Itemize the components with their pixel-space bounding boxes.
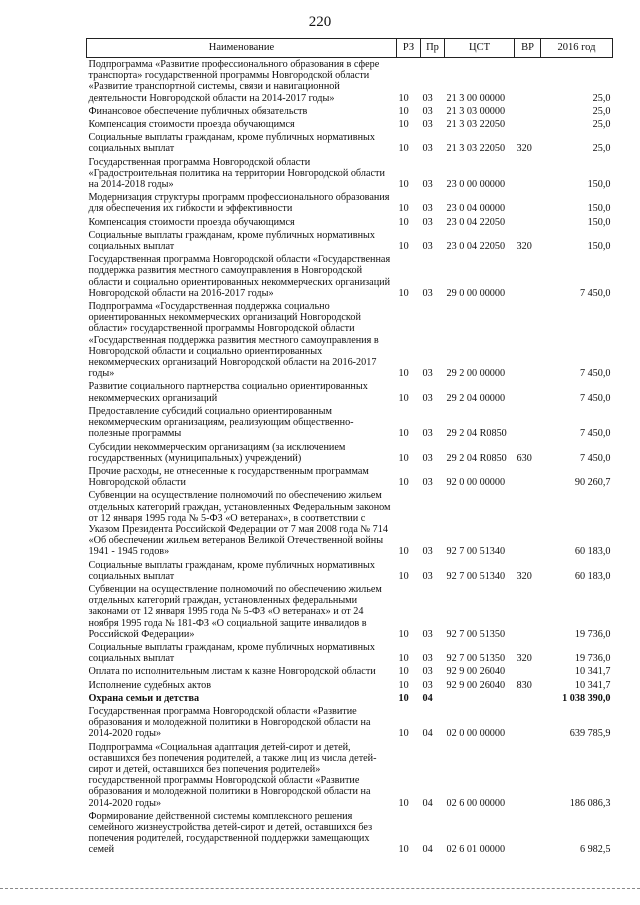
table-body bbox=[87, 58, 613, 857]
table-row bbox=[87, 380, 613, 404]
cell-name: Финансовое обеспечение публичных обязательств bbox=[88, 105, 308, 117]
cell-sum: 60 183,0 bbox=[574, 546, 611, 558]
cell-cst: 29 2 04 R0850 bbox=[446, 428, 507, 440]
cell-rz: 10 bbox=[398, 797, 409, 809]
cell-sum: 150,0 bbox=[587, 203, 611, 215]
table-row bbox=[87, 810, 613, 857]
cell-pr: 03 bbox=[422, 92, 433, 104]
cell-name: Оплата по исполнительным листам к казне Новгородской области bbox=[88, 666, 376, 678]
cell-vr bbox=[515, 300, 541, 380]
cell-rz: 10 bbox=[398, 241, 409, 253]
cell-sum: 90 260,7 bbox=[574, 477, 611, 489]
cell-rz: 10 bbox=[398, 143, 409, 155]
page-number: 220 bbox=[308, 14, 332, 30]
cell-name: Субвенции на осуществление полномочий по обеспечению жильем отдельных категорий граждан, установленных федеральными законами от 12 января 1995 года № 5-ФЗ «О ветеранах» и от 24 ноября 1995 года № 181-ФЗ «О социальной защите инвалидов в Российской Федерации» bbox=[88, 583, 382, 640]
cell-pr: 03 bbox=[422, 105, 433, 117]
cell-sum: 7 450,0 bbox=[579, 452, 611, 464]
cell-pr: 04 bbox=[422, 797, 433, 809]
cell-rz: 10 bbox=[398, 216, 409, 228]
cell-name: Подпрограмма «Социальная адаптация детей-сирот и детей, оставшихся без попечения родителей, а также лиц из числа детей-сирот и детей, оставшихся без попечения родителей» государственной программы Новгородской области «Развитие образования и молодежной политики в Новгородской области на 2014-2020 годы» bbox=[88, 741, 377, 809]
table-row bbox=[87, 300, 613, 380]
cell-pr: 03 bbox=[422, 666, 433, 678]
cell-name: Охрана семьи и детства bbox=[88, 692, 200, 704]
cell-sum: 25,0 bbox=[592, 119, 611, 131]
table-row bbox=[87, 441, 613, 465]
cell-cst: 29 0 00 00000 bbox=[446, 287, 506, 299]
cell-cst: 23 0 04 22050 bbox=[446, 241, 506, 253]
cell-rz: 10 bbox=[398, 368, 409, 380]
cell-cst: 23 0 04 22050 bbox=[446, 216, 506, 228]
cell-pr: 04 bbox=[422, 844, 433, 856]
cell-rz: 10 bbox=[398, 179, 409, 191]
header-pr: Пр bbox=[421, 39, 445, 58]
cell-rz: 10 bbox=[398, 666, 409, 678]
cell-sum: 7 450,0 bbox=[579, 368, 611, 380]
cell-cst: 23 0 00 00000 bbox=[446, 179, 506, 191]
cell-sum: 186 086,3 bbox=[569, 797, 611, 809]
header-year: 2016 год bbox=[541, 39, 613, 58]
cell-vr bbox=[515, 253, 541, 300]
cell-sum: 150,0 bbox=[587, 216, 611, 228]
cell-vr: 320 bbox=[516, 653, 532, 665]
cell-cst: 21 3 03 22050 bbox=[446, 119, 506, 131]
header-cst: ЦСТ bbox=[445, 39, 515, 58]
cell-pr: 03 bbox=[422, 653, 433, 665]
cell-name: Государственная программа Новгородской области «Градостроительная политика на территории Новгородской области на 2014-2018 годы» bbox=[88, 156, 385, 191]
cell-cst: 02 0 00 00000 bbox=[446, 728, 506, 740]
cell-vr bbox=[515, 705, 541, 741]
cell-name: Социальные выплаты гражданам, кроме публичных нормативных социальных выплат bbox=[88, 229, 375, 253]
table-row bbox=[87, 665, 613, 678]
table-row bbox=[87, 583, 613, 641]
cell-vr: 630 bbox=[516, 452, 532, 464]
cell-rz: 10 bbox=[398, 570, 409, 582]
cell-cst: 02 6 01 00000 bbox=[446, 844, 506, 856]
cell-rz: 10 bbox=[398, 428, 409, 440]
cell-sum: 10 341,7 bbox=[574, 679, 611, 691]
cell-vr bbox=[515, 191, 541, 215]
table-row bbox=[87, 216, 613, 229]
table-row bbox=[87, 692, 613, 705]
cell-name: Предоставление субсидий социально ориентированным некоммерческим организациям, реализующим общественно-полезные программы bbox=[88, 405, 354, 440]
cell-rz: 10 bbox=[398, 844, 409, 856]
cell-cst: 02 6 00 00000 bbox=[446, 797, 506, 809]
cell-sum: 25,0 bbox=[592, 105, 611, 117]
cell-name: Субвенции на осуществление полномочий по обеспечению жильем отдельных категорий граждан, установленных Федеральным законом от 12 января 1995 года № 5-ФЗ «О ветеранах», в соответствии с Указом Президента Российской Федерации от 7 мая 2008 года № 714 «Об обеспечении жильем ветеранов Великой Отечественной войны 1941 - 1945 годов» bbox=[88, 490, 391, 558]
cell-vr bbox=[515, 741, 541, 810]
cell-pr: 03 bbox=[422, 570, 433, 582]
cell-cst: 92 7 00 51340 bbox=[446, 570, 506, 582]
cell-pr: 03 bbox=[422, 679, 433, 691]
cell-name: Подпрограмма «Развитие профессионального образования в сфере транспорта» государственной программы Новгородской области «Развитие транспортной системы, связи и навигационной деятельности Новгородской области на 2014-2017 годы» bbox=[88, 59, 380, 104]
cell-sum: 25,0 bbox=[592, 92, 611, 104]
table-row bbox=[87, 465, 613, 489]
cell-sum: 7 450,0 bbox=[579, 287, 611, 299]
cell-pr: 03 bbox=[422, 203, 433, 215]
cell-pr: 03 bbox=[422, 428, 433, 440]
cell-rz: 10 bbox=[398, 728, 409, 740]
table-row bbox=[87, 131, 613, 155]
cell-cst: 92 0 00 00000 bbox=[446, 477, 506, 489]
cell-name: Компенсация стоимости проезда обучающимся bbox=[88, 119, 295, 131]
table-row bbox=[87, 559, 613, 583]
cell-name: Развитие социального партнерства социально ориентированных некоммерческих организаций bbox=[88, 381, 368, 404]
cell-rz: 10 bbox=[398, 287, 409, 299]
table-row bbox=[87, 705, 613, 741]
cell-sum: 10 341,7 bbox=[574, 666, 611, 678]
cell-name: Исполнение судебных актов bbox=[88, 679, 212, 691]
cell-sum: 7 450,0 bbox=[579, 392, 611, 404]
cell-vr bbox=[515, 156, 541, 192]
cell-sum: 25,0 bbox=[592, 143, 611, 155]
cell-cst: 21 3 03 00000 bbox=[446, 105, 506, 117]
cell-vr bbox=[515, 216, 541, 229]
cell-rz: 10 bbox=[398, 628, 409, 640]
cell-pr: 03 bbox=[422, 546, 433, 558]
cell-pr: 03 bbox=[422, 143, 433, 155]
cell-sum: 19 736,0 bbox=[574, 628, 611, 640]
cell-name: Государственная программа Новгородской области «Государственная поддержка развития местного самоуправления в Новгородской области и социально ориентированных некоммерческих организаций Новгородской области на 2016-2017 годы» bbox=[88, 254, 391, 299]
cell-sum: 150,0 bbox=[587, 179, 611, 191]
cell-name: Прочие расходы, не отнесенные к государственным программам Новгородской области bbox=[88, 465, 369, 489]
cell-cst: 92 9 00 26040 bbox=[446, 679, 506, 691]
table-row bbox=[87, 489, 613, 558]
cell-pr: 03 bbox=[422, 452, 433, 464]
cell-name: Социальные выплаты гражданам, кроме публичных нормативных социальных выплат bbox=[88, 559, 375, 582]
cell-pr: 03 bbox=[422, 241, 433, 253]
cell-vr: 320 bbox=[516, 241, 532, 253]
cell-rz: 10 bbox=[398, 692, 409, 704]
cell-vr: 830 bbox=[516, 679, 532, 691]
cell-sum: 60 183,0 bbox=[574, 570, 611, 582]
cell-vr bbox=[515, 380, 541, 404]
cell-name: Модернизация структуры программ профессионального образования для обеспечения их гибкости и эффективности bbox=[88, 192, 390, 215]
cell-rz: 10 bbox=[398, 392, 409, 404]
cell-cst: 29 2 04 R0850 bbox=[446, 452, 507, 464]
budget-table bbox=[86, 38, 613, 857]
cell-vr: 320 bbox=[516, 143, 532, 155]
cell-vr bbox=[515, 810, 541, 857]
cell-pr: 03 bbox=[422, 628, 433, 640]
cell-cst: 23 0 04 00000 bbox=[446, 203, 506, 215]
header-rz: РЗ bbox=[397, 39, 421, 58]
cell-rz: 10 bbox=[398, 105, 409, 117]
cell-cst: 29 2 04 00000 bbox=[446, 392, 506, 404]
cell-cst: 92 7 00 51340 bbox=[446, 546, 506, 558]
cell-vr bbox=[515, 118, 541, 131]
table-row bbox=[87, 156, 613, 192]
cell-pr: 03 bbox=[422, 392, 433, 404]
cell-vr bbox=[515, 583, 541, 641]
cell-pr: 03 bbox=[422, 287, 433, 299]
table-row bbox=[87, 191, 613, 215]
cell-name: Социальные выплаты гражданам, кроме публичных нормативных социальных выплат bbox=[88, 132, 375, 155]
cell-rz: 10 bbox=[398, 92, 409, 104]
cell-cst: 29 2 00 00000 bbox=[446, 368, 506, 380]
cell-rz: 10 bbox=[398, 452, 409, 464]
cell-cst: 92 9 00 26040 bbox=[446, 666, 506, 678]
cell-pr: 03 bbox=[422, 368, 433, 380]
cell-rz: 10 bbox=[398, 203, 409, 215]
cell-rz: 10 bbox=[398, 546, 409, 558]
table-row bbox=[87, 741, 613, 810]
cell-name: Компенсация стоимости проезда обучающимся bbox=[88, 216, 295, 228]
table-row bbox=[87, 405, 613, 441]
cell-pr: 03 bbox=[422, 477, 433, 489]
cell-vr bbox=[515, 405, 541, 441]
header-vr: ВР bbox=[515, 39, 541, 58]
cell-pr: 04 bbox=[422, 728, 433, 740]
table-row bbox=[87, 641, 613, 665]
table-row bbox=[87, 105, 613, 118]
cell-vr bbox=[515, 489, 541, 558]
cell-pr: 04 bbox=[422, 692, 433, 704]
cell-cst: 21 3 03 22050 bbox=[446, 143, 506, 155]
cell-name: Государственная программа Новгородской области «Развитие образования и молодежной политики в Новгородской области на 2014-2020 годы» bbox=[88, 705, 371, 740]
table-row bbox=[87, 118, 613, 131]
table-row bbox=[87, 253, 613, 300]
cell-name: Субсидии некоммерческим организациям (за исключением государственных (муниципальных) учреждений) bbox=[88, 441, 346, 464]
cell-vr bbox=[515, 465, 541, 489]
cell-vr bbox=[515, 58, 541, 105]
cell-sum: 639 785,9 bbox=[569, 728, 611, 740]
cell-rz: 10 bbox=[398, 653, 409, 665]
cell-name: Социальные выплаты гражданам, кроме публичных нормативных социальных выплат bbox=[88, 641, 375, 665]
cell-sum: 7 450,0 bbox=[579, 428, 611, 440]
table-header-row bbox=[87, 39, 613, 58]
cell-vr bbox=[515, 692, 541, 705]
cell-pr: 03 bbox=[422, 216, 433, 228]
cell-sum: 1 038 390,0 bbox=[562, 692, 611, 704]
header-name: Наименование bbox=[87, 39, 397, 58]
table-row bbox=[87, 229, 613, 253]
table-row bbox=[87, 58, 613, 105]
cell-vr bbox=[515, 105, 541, 118]
cell-rz: 10 bbox=[398, 679, 409, 691]
cell-sum: 19 736,0 bbox=[574, 653, 611, 665]
cell-vr: 320 bbox=[516, 570, 532, 582]
cell-cst: 92 7 00 51350 bbox=[446, 653, 506, 665]
cell-vr bbox=[515, 665, 541, 678]
page-bottom-rule bbox=[0, 888, 640, 889]
cell-cst: 92 7 00 51350 bbox=[446, 628, 506, 640]
cell-name: Подпрограмма «Государственная поддержка социально ориентированных некоммерческих организаций Новгородской области» государственной программы Новгородской области «Государственная поддержка развития местного самоуправления в Новгородской области и социально ориентированных некоммерческих организаций Новгородской области на 2016-2017 годы» bbox=[88, 301, 379, 380]
cell-pr: 03 bbox=[422, 119, 433, 131]
cell-sum: 6 982,5 bbox=[579, 844, 611, 856]
table-row bbox=[87, 679, 613, 692]
cell-rz: 10 bbox=[398, 477, 409, 489]
cell-rz: 10 bbox=[398, 119, 409, 131]
cell-cst: 21 3 00 00000 bbox=[446, 92, 506, 104]
cell-name: Формирование действенной системы комплексного решения семейного жизнеустройства детей-сирот и детей, оставшихся без попечения родителей, государственной поддержки замещающих семей bbox=[88, 810, 373, 856]
cell-sum: 150,0 bbox=[587, 241, 611, 253]
cell-pr: 03 bbox=[422, 179, 433, 191]
cell-cst bbox=[445, 692, 515, 705]
